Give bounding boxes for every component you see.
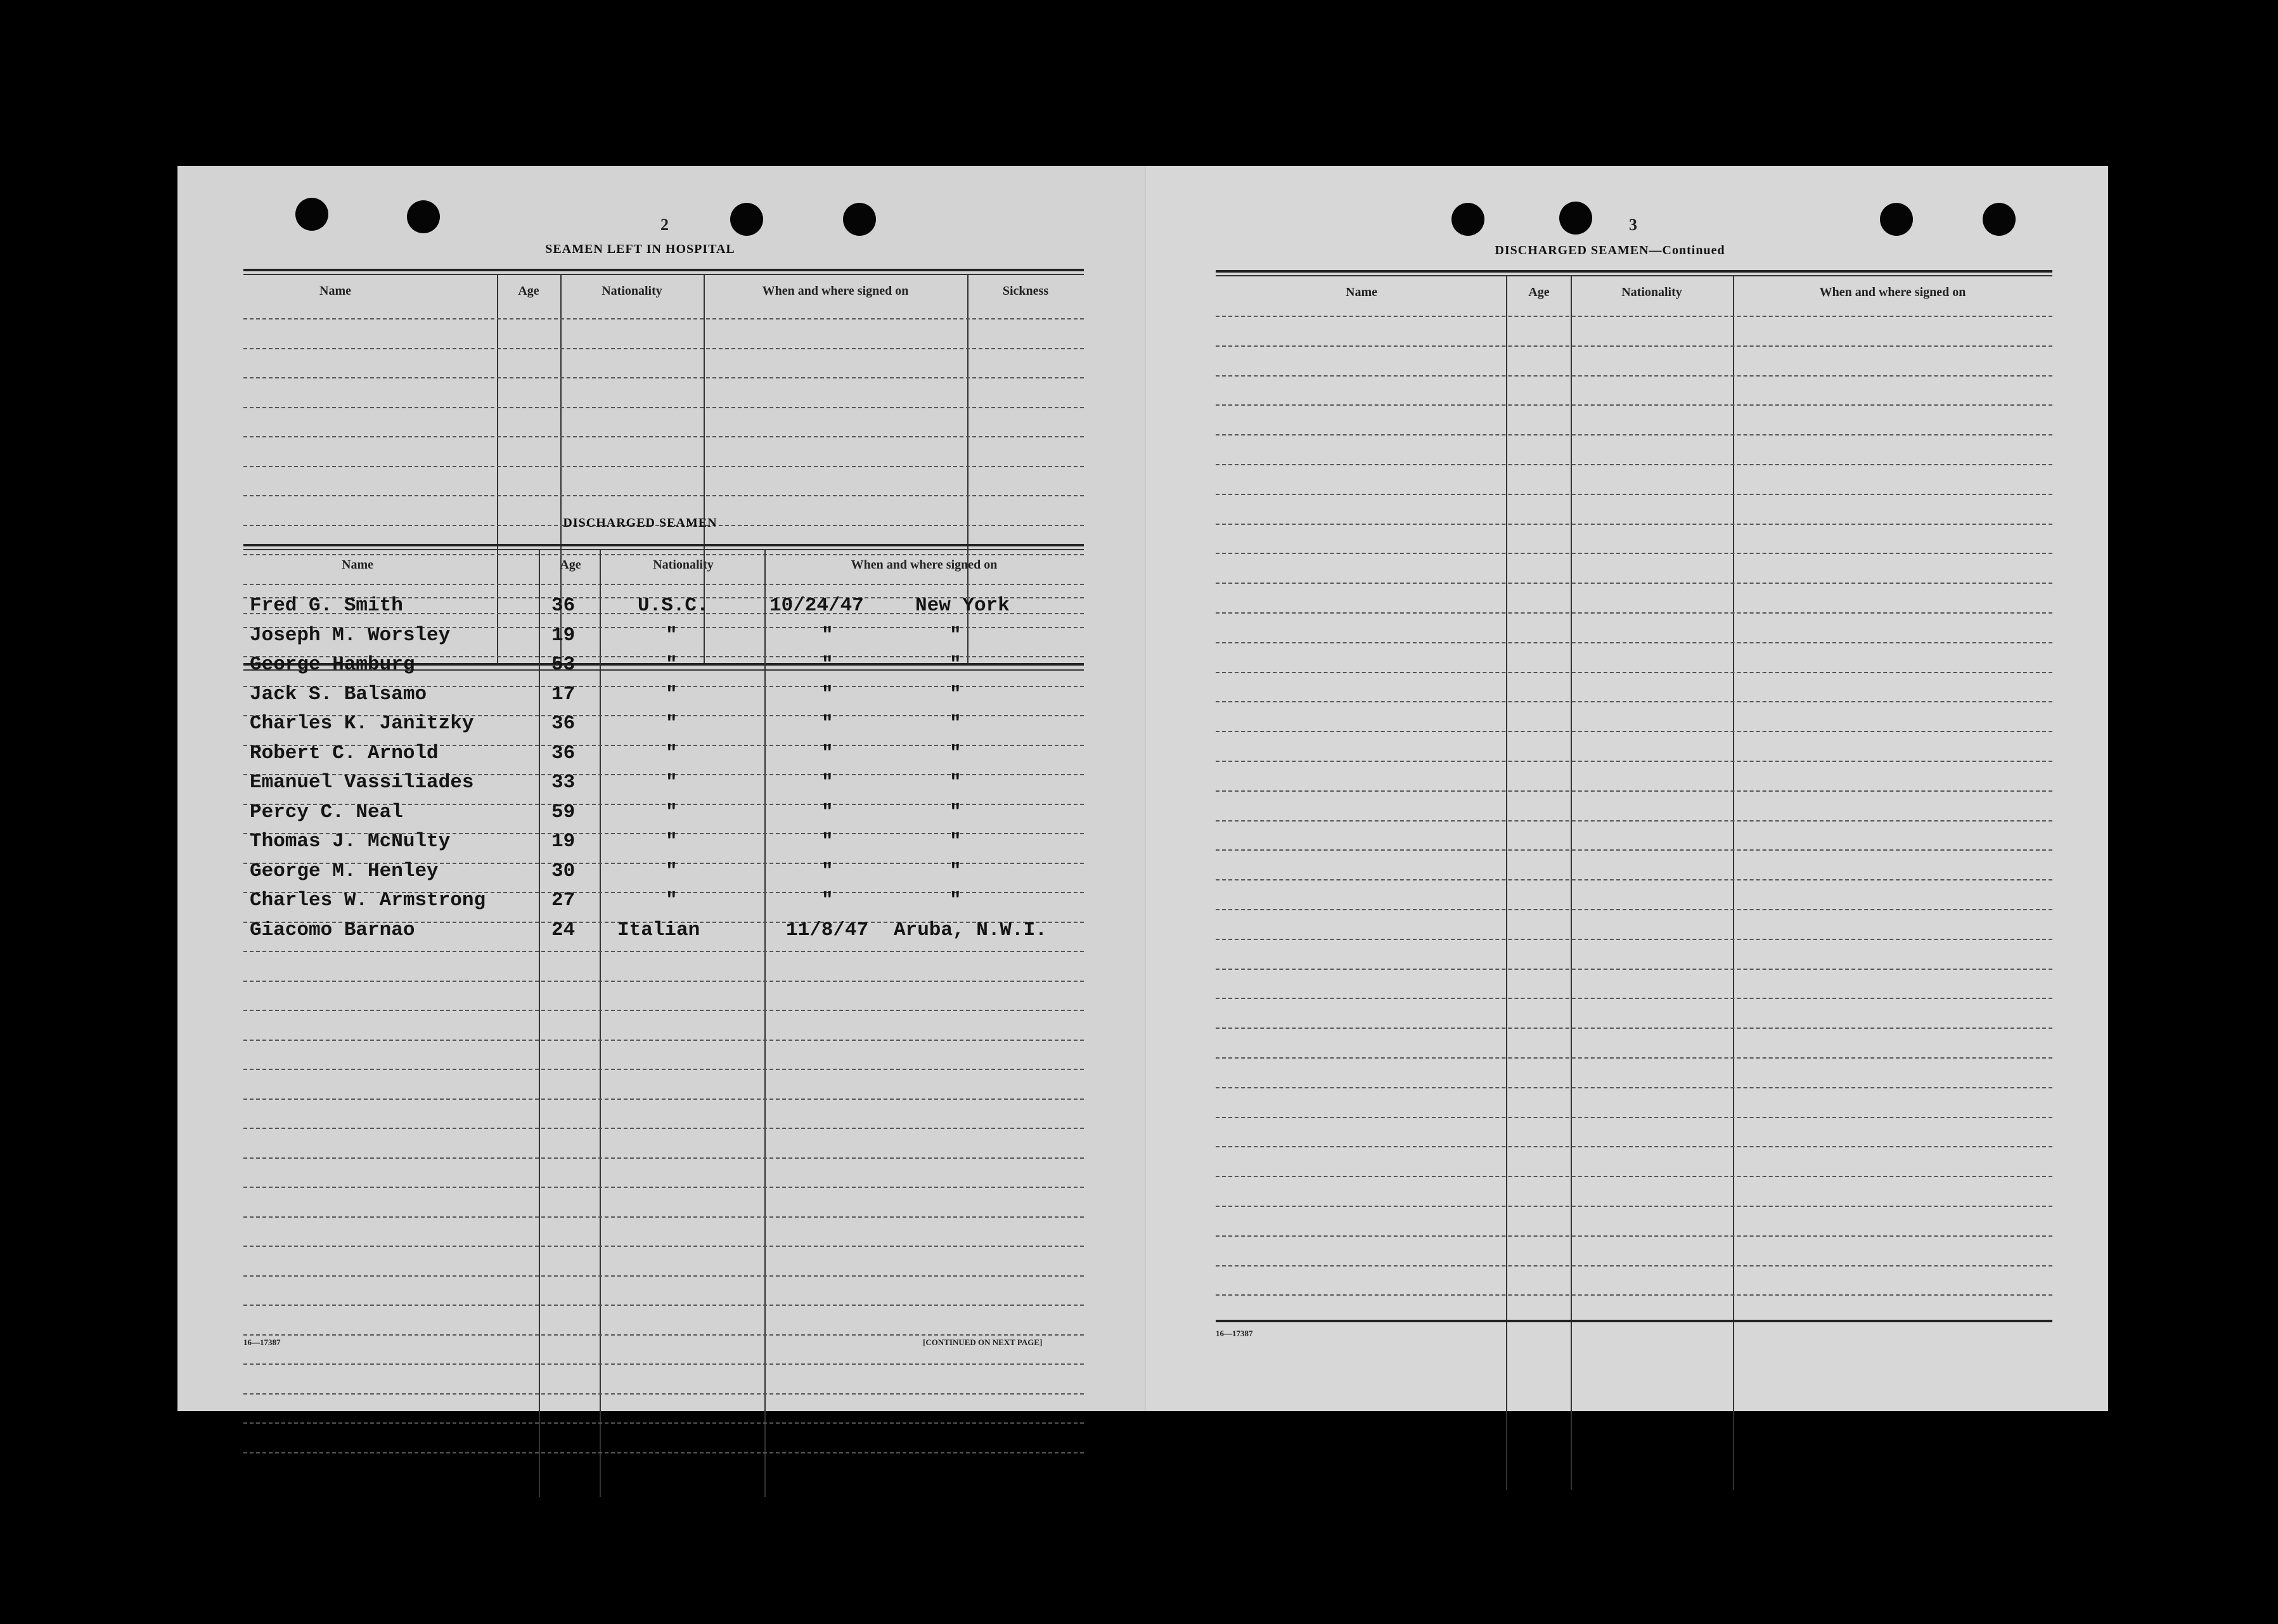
- discharged-col-divider: [764, 550, 766, 1497]
- seaman-nationality: ": [666, 654, 678, 676]
- seaman-signed-date: ": [821, 624, 833, 647]
- page-number: 2: [660, 216, 669, 234]
- punch-hole: [1880, 203, 1913, 236]
- seaman-name: George Hamburg: [250, 654, 415, 676]
- ruled-line: [1216, 494, 2052, 495]
- seaman-name: Thomas J. McNulty: [250, 830, 451, 853]
- ruled-line: [243, 1305, 1084, 1306]
- hospital-col-signed-on: When and where signed on: [762, 284, 909, 298]
- punch-hole: [1559, 202, 1592, 235]
- seaman-nationality: U.S.C.: [638, 595, 709, 617]
- seaman-signed-date: ": [821, 683, 833, 706]
- discharged-continued-title: DISCHARGED SEAMEN—Continued: [1495, 243, 1725, 257]
- hospital-col-divider: [497, 275, 498, 663]
- seaman-name: Joseph M. Worsley: [250, 624, 451, 647]
- continued-col-signed-on: When and where signed on: [1819, 285, 1966, 299]
- seaman-nationality: Italian: [617, 918, 700, 941]
- seaman-name: Charles W. Armstrong: [250, 889, 486, 912]
- page-number: 3: [1629, 216, 1637, 234]
- seaman-signed-place: ": [949, 801, 962, 823]
- punch-hole: [1451, 203, 1484, 236]
- seaman-signed-date: ": [821, 830, 833, 853]
- hospital-top-rule-inner: [243, 274, 1084, 275]
- seaman-age: 24: [551, 918, 576, 941]
- ruled-line: [243, 1275, 1084, 1277]
- ruled-line: [1216, 790, 2052, 792]
- continued-col-divider: [1733, 276, 1734, 1490]
- seaman-age: 19: [551, 624, 576, 647]
- ruled-line: [243, 1187, 1084, 1188]
- ruled-line: [1216, 524, 2052, 525]
- seaman-age: 59: [551, 801, 576, 823]
- ruled-line: [243, 584, 1084, 585]
- ruled-line: [1216, 1057, 2052, 1059]
- ruled-line: [1216, 1117, 2052, 1118]
- ruled-line: [1216, 1146, 2052, 1147]
- ruled-line: [243, 436, 1084, 437]
- seaman-name: Robert C. Arnold: [250, 742, 439, 764]
- ruled-line: [243, 554, 1084, 555]
- left-page: [177, 166, 1147, 1411]
- seaman-age: 19: [551, 830, 576, 853]
- continued-col-divider: [1571, 276, 1572, 1490]
- ruled-line: [243, 377, 1084, 378]
- ruled-line: [1216, 642, 2052, 643]
- hospital-col-name: Name: [319, 284, 351, 298]
- continued-top-rule: [1216, 270, 2052, 273]
- seaman-nationality: ": [666, 860, 678, 882]
- ruled-line: [243, 1216, 1084, 1218]
- seaman-nationality: ": [666, 889, 678, 912]
- ruled-line: [1216, 849, 2052, 851]
- continued-col-age: Age: [1528, 285, 1550, 299]
- discharged-top-rule-inner: [243, 549, 1084, 550]
- seaman-age: 36: [551, 742, 576, 764]
- seaman-signed-date: ": [821, 771, 833, 794]
- seaman-signed-place: ": [949, 889, 962, 912]
- seaman-name: Emanuel Vassiliades: [250, 771, 474, 794]
- ruled-line: [243, 1157, 1084, 1159]
- ruled-line: [1216, 1028, 2052, 1029]
- discharged-col-divider: [600, 550, 601, 1497]
- ruled-line: [1216, 969, 2052, 970]
- ruled-line: [1216, 820, 2052, 822]
- discharged-col-name: Name: [342, 558, 373, 572]
- discharged-col-nationality: Nationality: [653, 558, 714, 572]
- seaman-nationality: ": [666, 683, 678, 706]
- ruled-line: [1216, 612, 2052, 614]
- seaman-nationality: ": [666, 742, 678, 764]
- hospital-top-rule: [243, 269, 1084, 271]
- seaman-age: 53: [551, 654, 576, 676]
- ruled-line: [1216, 701, 2052, 702]
- continued-col-name: Name: [1346, 285, 1377, 299]
- ruled-line: [1216, 464, 2052, 465]
- discharged-top-rule: [243, 544, 1084, 546]
- seaman-signed-date: ": [821, 889, 833, 912]
- ruled-line: [243, 1363, 1084, 1365]
- seaman-age: 17: [551, 683, 576, 706]
- seaman-nationality: ": [666, 801, 678, 823]
- ruled-line: [1216, 434, 2052, 435]
- seaman-name: Jack S. Balsamo: [250, 683, 427, 706]
- ruled-line: [243, 1246, 1084, 1247]
- seaman-age: 33: [551, 771, 576, 794]
- seaman-signed-place: ": [949, 830, 962, 853]
- seaman-age: 36: [551, 712, 576, 735]
- seaman-signed-place: New York: [915, 595, 1010, 617]
- seaman-signed-place: ": [949, 771, 962, 794]
- punch-hole: [1983, 203, 2016, 236]
- ruled-line: [1216, 731, 2052, 732]
- punch-hole: [730, 203, 763, 236]
- seaman-signed-date: 11/8/47: [786, 918, 869, 941]
- continued-note: [CONTINUED ON NEXT PAGE]: [923, 1337, 1043, 1347]
- ruled-line: [1216, 672, 2052, 673]
- seaman-name: Fred G. Smith: [250, 595, 403, 617]
- seaman-name: Charles K. Janitzky: [250, 712, 474, 735]
- seaman-signed-place: ": [949, 624, 962, 647]
- seaman-name: Giacomo Barnao: [250, 918, 415, 941]
- ruled-line: [1216, 1087, 2052, 1088]
- ruled-line: [1216, 1265, 2052, 1266]
- seaman-nationality: ": [666, 771, 678, 794]
- hospital-col-nationality: Nationality: [602, 284, 662, 298]
- ruled-line: [243, 1040, 1084, 1041]
- discharged-col-age: Age: [560, 558, 581, 572]
- print-code: 16—17387: [243, 1337, 281, 1347]
- ruled-line: [243, 1069, 1084, 1070]
- seaman-signed-date: ": [821, 860, 833, 882]
- seaman-nationality: ": [666, 624, 678, 647]
- punch-hole: [407, 200, 440, 233]
- seaman-nationality: ": [666, 830, 678, 853]
- ruled-line: [243, 1393, 1084, 1395]
- seaman-signed-date: 10/24/47: [769, 595, 864, 617]
- seaman-nationality: ": [666, 712, 678, 735]
- ruled-line: [1216, 375, 2052, 377]
- seaman-signed-place: ": [949, 683, 962, 706]
- seaman-name: Percy C. Neal: [250, 801, 403, 823]
- ruled-line: [1216, 404, 2052, 406]
- seaman-signed-place: ": [949, 712, 962, 735]
- ruled-line: [243, 1452, 1084, 1453]
- ruled-line: [243, 407, 1084, 408]
- continued-col-divider: [1506, 276, 1507, 1490]
- seaman-signed-date: ": [821, 801, 833, 823]
- seaman-signed-place: Aruba, N.W.I.: [894, 918, 1047, 941]
- ruled-line: [1216, 879, 2052, 880]
- ruled-line: [1216, 761, 2052, 762]
- ruled-line: [243, 466, 1084, 467]
- ruled-line: [1216, 1235, 2052, 1237]
- continued-top-rule-inner: [1216, 275, 2052, 276]
- print-code: 16—17387: [1216, 1329, 1253, 1338]
- punch-hole: [843, 203, 876, 236]
- ruled-line: [243, 1010, 1084, 1011]
- ruled-line: [1216, 909, 2052, 910]
- ruled-line: [1216, 1176, 2052, 1177]
- ruled-line: [1216, 998, 2052, 999]
- continued-bottom-rule: [1216, 1320, 2052, 1322]
- ruled-line: [243, 1422, 1084, 1424]
- ruled-line: [1216, 316, 2052, 317]
- hospital-col-sickness: Sickness: [1002, 284, 1049, 298]
- seaman-age: 36: [551, 595, 576, 617]
- punch-hole: [295, 198, 328, 231]
- discharged-section-title: DISCHARGED SEAMEN: [563, 516, 718, 530]
- seaman-signed-date: ": [821, 654, 833, 676]
- seaman-signed-place: ": [949, 742, 962, 764]
- seaman-signed-date: ": [821, 712, 833, 735]
- discharged-col-divider: [539, 550, 540, 1497]
- ruled-line: [243, 1128, 1084, 1129]
- hospital-col-age: Age: [518, 284, 539, 298]
- seaman-signed-date: ": [821, 742, 833, 764]
- seaman-age: 30: [551, 860, 576, 882]
- seaman-name: George M. Henley: [250, 860, 439, 882]
- ruled-line: [1216, 1206, 2052, 1207]
- ruled-line: [1216, 939, 2052, 940]
- ruled-line: [243, 1099, 1084, 1100]
- right-page: [1147, 166, 2108, 1411]
- seaman-signed-place: ": [949, 860, 962, 882]
- ruled-line: [243, 318, 1084, 319]
- ruled-line: [243, 495, 1084, 496]
- hospital-section-title: SEAMEN LEFT IN HOSPITAL: [545, 242, 735, 256]
- ruled-line: [1216, 1294, 2052, 1296]
- continued-col-nationality: Nationality: [1621, 285, 1682, 299]
- ruled-line: [1216, 553, 2052, 554]
- discharged-col-signed-on: When and where signed on: [851, 558, 998, 572]
- ruled-line: [243, 348, 1084, 349]
- seaman-age: 27: [551, 889, 576, 912]
- ruled-line: [1216, 583, 2052, 584]
- ruled-line: [1216, 345, 2052, 347]
- seaman-signed-place: ": [949, 654, 962, 676]
- ruled-line: [243, 981, 1084, 982]
- ruled-line: [243, 1334, 1084, 1336]
- ruled-line: [243, 951, 1084, 952]
